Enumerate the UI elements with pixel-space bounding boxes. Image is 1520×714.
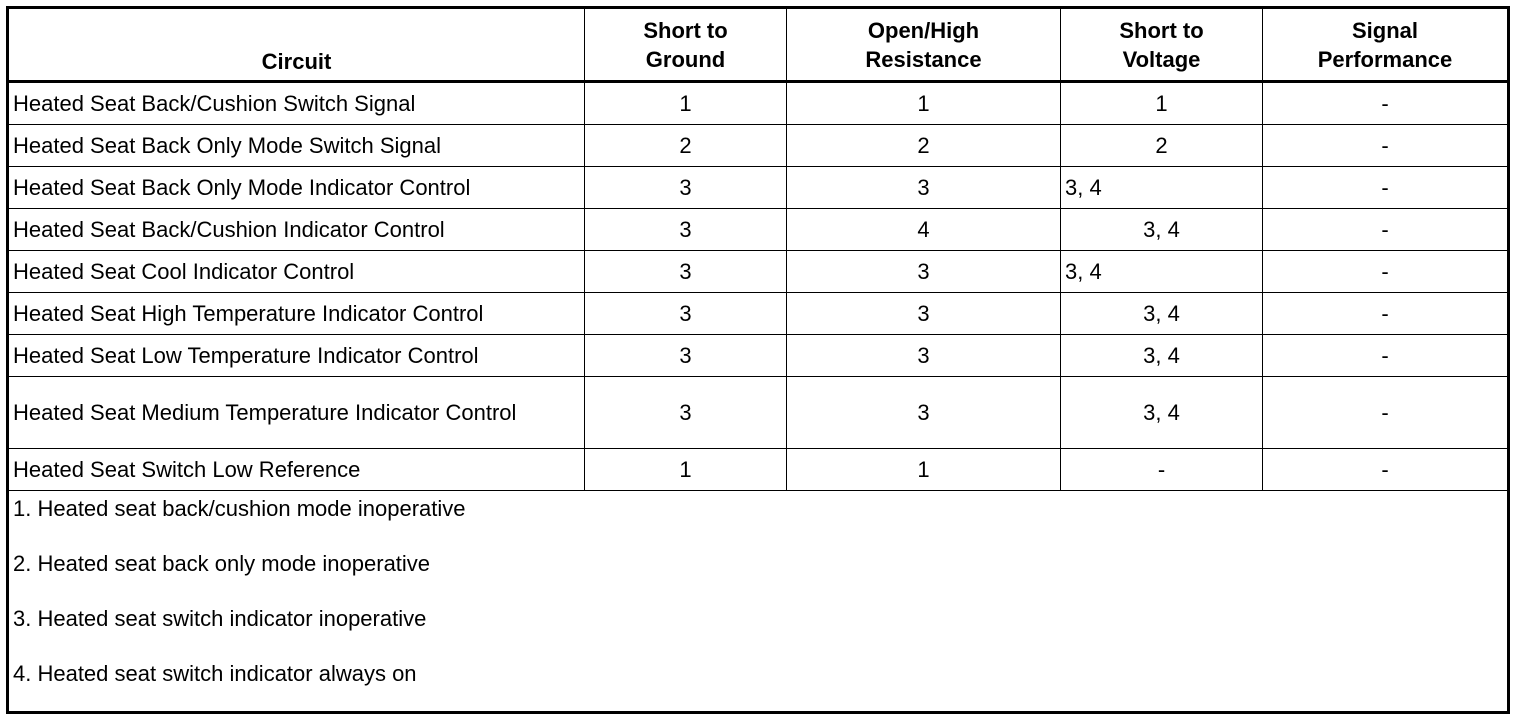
- header-open-high-resistance: Open/High Resistance: [787, 8, 1061, 82]
- open-high-resistance-cell: 3: [787, 293, 1061, 335]
- footnote: 4. Heated seat switch indicator always on: [13, 661, 417, 686]
- open-high-resistance-cell: 2: [787, 125, 1061, 167]
- notes-row: [8, 491, 1509, 713]
- circuit-name: Heated Seat Back/Cushion Indicator Control: [8, 209, 585, 251]
- circuit-name: Heated Seat Switch Low Reference: [8, 449, 585, 491]
- table-row: [8, 125, 1509, 167]
- short-to-ground-cell: 2: [585, 125, 787, 167]
- footnote: 3. Heated seat switch indicator inoperative: [13, 606, 427, 631]
- footnote: 2. Heated seat back only mode inoperative: [13, 551, 431, 576]
- short-to-ground-cell: 3: [585, 293, 787, 335]
- short-to-voltage-cell: -: [1061, 449, 1263, 491]
- table-row: [8, 167, 1509, 209]
- short-to-ground-cell: 3: [585, 251, 787, 293]
- short-to-ground-cell: 3: [585, 167, 787, 209]
- open-high-resistance-cell: 3: [787, 335, 1061, 377]
- short-to-voltage-cell: 3, 4: [1061, 167, 1263, 209]
- header-short-to-ground: Short to Ground: [585, 8, 787, 82]
- table-row: [8, 377, 1509, 449]
- footnote: 1. Heated seat back/cushion mode inoperative: [13, 496, 466, 521]
- signal-performance-cell: -: [1263, 377, 1509, 449]
- short-to-ground-cell: 3: [585, 209, 787, 251]
- signal-performance-cell: -: [1263, 251, 1509, 293]
- circuit-fault-table: [6, 6, 1510, 714]
- table-row: [8, 82, 1509, 125]
- header-short-to-voltage: Short to Voltage: [1061, 8, 1263, 82]
- signal-performance-cell: -: [1263, 335, 1509, 377]
- signal-performance-cell: -: [1263, 82, 1509, 125]
- header-circuit: Circuit: [8, 8, 585, 82]
- open-high-resistance-cell: 1: [787, 449, 1061, 491]
- table-row: [8, 293, 1509, 335]
- circuit-name: Heated Seat Back Only Mode Indicator Control: [8, 167, 585, 209]
- short-to-voltage-cell: 3, 4: [1061, 209, 1263, 251]
- circuit-name: Heated Seat Back/Cushion Switch Signal: [8, 82, 585, 125]
- circuit-name: Heated Seat Cool Indicator Control: [8, 251, 585, 293]
- open-high-resistance-cell: 3: [787, 377, 1061, 449]
- short-to-ground-cell: 1: [585, 82, 787, 125]
- table-notes: [8, 491, 1509, 713]
- open-high-resistance-cell: 3: [787, 167, 1061, 209]
- open-high-resistance-cell: 3: [787, 251, 1061, 293]
- signal-performance-cell: -: [1263, 293, 1509, 335]
- circuit-name: Heated Seat Medium Temperature Indicator Control: [8, 377, 585, 449]
- short-to-voltage-cell: 3, 4: [1061, 251, 1263, 293]
- circuit-name: Heated Seat High Temperature Indicator Control: [8, 293, 585, 335]
- short-to-ground-cell: 3: [585, 335, 787, 377]
- table-row: [8, 335, 1509, 377]
- signal-performance-cell: -: [1263, 125, 1509, 167]
- table-header-row: [8, 8, 1509, 82]
- short-to-voltage-cell: 3, 4: [1061, 335, 1263, 377]
- short-to-ground-cell: 3: [585, 377, 787, 449]
- table-row: [8, 209, 1509, 251]
- table-row: [8, 449, 1509, 491]
- short-to-voltage-cell: 3, 4: [1061, 293, 1263, 335]
- open-high-resistance-cell: 4: [787, 209, 1061, 251]
- circuit-name: Heated Seat Back Only Mode Switch Signal: [8, 125, 585, 167]
- short-to-ground-cell: 1: [585, 449, 787, 491]
- open-high-resistance-cell: 1: [787, 82, 1061, 125]
- short-to-voltage-cell: 2: [1061, 125, 1263, 167]
- short-to-voltage-cell: 3, 4: [1061, 377, 1263, 449]
- signal-performance-cell: -: [1263, 449, 1509, 491]
- signal-performance-cell: -: [1263, 167, 1509, 209]
- circuit-name: Heated Seat Low Temperature Indicator Control: [8, 335, 585, 377]
- short-to-voltage-cell: 1: [1061, 82, 1263, 125]
- table-row: [8, 251, 1509, 293]
- signal-performance-cell: -: [1263, 209, 1509, 251]
- header-signal-performance: Signal Performance: [1263, 8, 1509, 82]
